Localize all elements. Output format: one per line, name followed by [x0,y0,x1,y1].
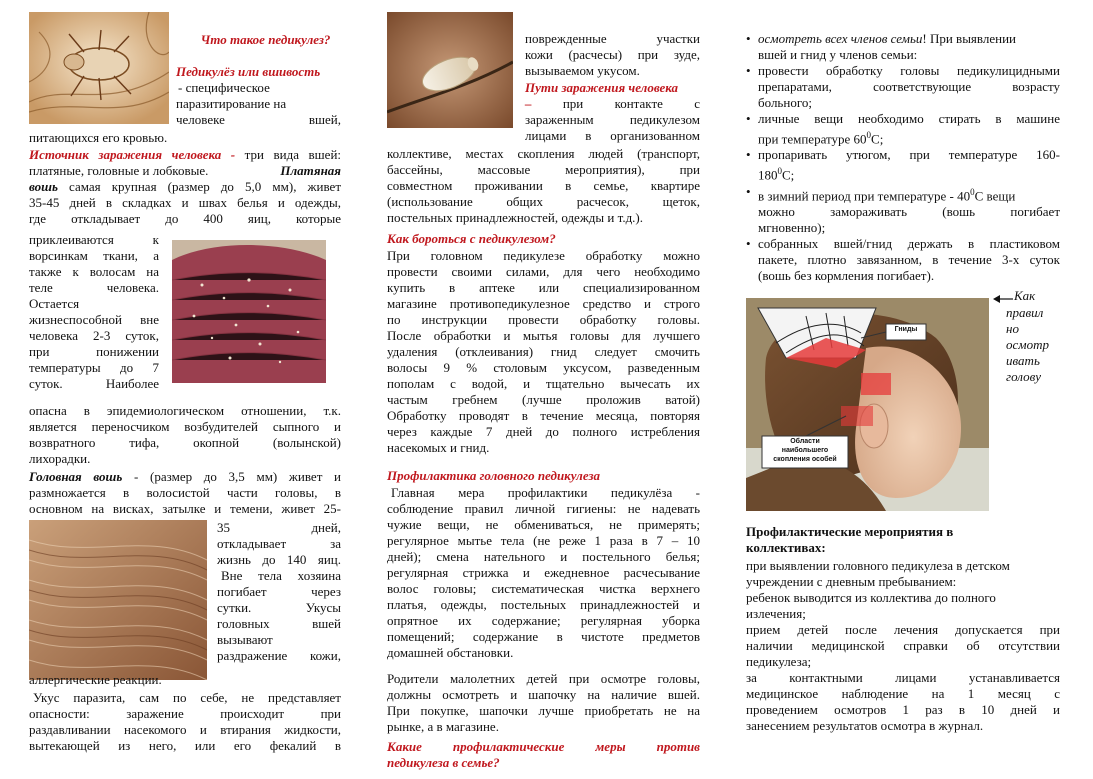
head-louse-block: Головная вошь - (размер до 3,5 мм) живет и размножается в волосистой части головы, в основном на висках, затылке и темени, живет 25- [29,469,342,516]
parents-text: Родители малолетних детей при осмотре головы, должны осмотреть и шапочку на наличие вшей. При покупке, шапочки лучше приобретать не на рынке, а в магазине. [387,671,700,734]
label-areas: Области наибольшего скопления особей [773,438,837,463]
bite-text: Укус паразита, сам по себе, не представляет опасности: заражение происходит при раздавливании насекомого и втирания жидкости, вытекающей из него, или его фекалий в [29,690,341,753]
prophylaxis-text: Главная мера профилактики педикулёза - соблюдение правил личной гигиены: не надевать чужие вещи, не обмениваться, не примерять; регулярное мытье тела (не реже 1 раза в 7 – 10 дней); смена нательного и постельного белья; регулярная стрижка и ежедневное расчесывание волос головы; систематическая чистка верхнего платья, одежды, постельных принадлежностей и опрятное их содержание; регулярная уборка помещений; содержание в чистоте предметов домашней обстановки. [387,485,700,660]
list-item: • осмотреть всех членов семьи! При выявлении вшей и гнид у членов семьи: [746,31,1060,63]
narrow-text-1: приклеиваются к ворсинкам ткани, а также к волосам на теле человека. Остается жизнеспособной вне человека 2-3 суток, при понижении температуры до 7 суток. Наиболее [29,232,159,391]
prophylaxis-heading: Профилактика головного педикулеза [387,468,601,483]
definition-tail: питающихся его кровью. [29,130,168,145]
ways-heading: Пути заражения человека [525,80,679,95]
title-what-is: Что такое педикулез? [200,32,331,47]
ways-wide: коллективе, местах скопления людей (транспорт, бассейны, массовые мероприятия), при совместном проживании в семье, квартире (использование общих расчесок, щеток, постельных принадлежностей, одежды и т.д.). [387,146,700,225]
list-item: • провести обработку головы педикулицидными препаратами, соответствующие возрасту больного; [746,63,1060,111]
howto-caption-rest: правил но осмотр ивать голову [1006,305,1049,384]
definition-text: - специфическое паразитирование на человеке вшей, [176,80,341,127]
allergy-text: аллергические реакции. [29,672,162,687]
howto-caption: Как [1014,288,1036,303]
definition-heading: Педикулёз или вшивость [176,64,321,79]
child-head-photo [746,298,989,511]
arrow-left-icon [993,292,1013,304]
collective-text: при выявлении головного педикулеза в детском учреждении с дневным пребыванием: ребенок выводится из коллектива до полного излечения; прием детей после лечения допускается при наличии медицинской справки об отсутствии педикулеза; за контактными лицами устанавливается медицинское наблюдение на 1 месяц с проведением осмотров 1 раз в 10 дней и занесением результатов осмотра в журнал. [746,558,1060,733]
label-nits: Гниды [894,326,918,333]
list-item: • пропаривать утюгом, при температуре 160- $180^0С$; [746,147,1060,183]
danger-text: опасна в эпидемиологическом отношении, т.к. является переносчиком возбудителей сыпного и возвратного тифа, окопной (волынской) лихорадки. [29,403,341,466]
family-heading: Какие профилактические меры против педикулеза в семье? [387,739,700,770]
hair-photo [29,520,207,680]
collective-heading: Профилактические мероприятия в коллективах: [746,524,954,555]
source-block: Источник заражения человека - три вида вшей: платяные, головные и лобковые. Платяная вошь самая крупная (размер до 5,0 мм), живет 35-45 дней в складках и швах белья и одежды, где откладывает до 400 яиц, которые [29,147,342,226]
ways-narrow: – при контакте с зараженным педикулезом лицами в организованном [525,96,700,143]
knit-hat-photo [172,240,326,383]
col2-top-text: поврежденные участки кожи (расчесы) при зуде, вызываемом укусом. [525,31,700,78]
fight-heading: Как бороться с педикулезом? [387,231,556,246]
narrow-text-2: 35 дней, откладывает за жизнь до 140 яиц. Вне тела хозяина погибает через сутки. Укусы головных вшей вызывают раздражение кожи, [217,520,341,663]
fight-text: При головном педикулезе обработку можно провести своими силами, для чего необходимо купить в аптеке или специализированном магазине противопедикулезное средство и строго по инструкции провести обработку головы. После обработки и мытья головы для лучшего удаления (отклеивания) гнид следует смочить волосы 9 % столовым уксусом, разведенным пополам с водой, и тщательно вычесать их частым гребнем (лучше проложив ватой) Обработку проводят в течение месяца, повторяя через каждые 7 дней до полного истребления насекомых и гнид. [387,248,700,455]
list-item: • личные вещи необходимо стирать в машине при температуре $60^0С$; [746,111,1060,147]
louse-photo [29,12,169,124]
list-item: • в зимний период при температуре - $40^0С$ вещи можно замораживать (вошь погибает мгновенно); [746,184,1060,236]
family-measures-list [746,31,1060,284]
list-item: • собранных вшей/гнид держать в пластиковом пакете, плотно завязанном, в течение 3-х суток (вошь без кормления погибает). [746,236,1060,284]
nit-photo [387,12,513,128]
